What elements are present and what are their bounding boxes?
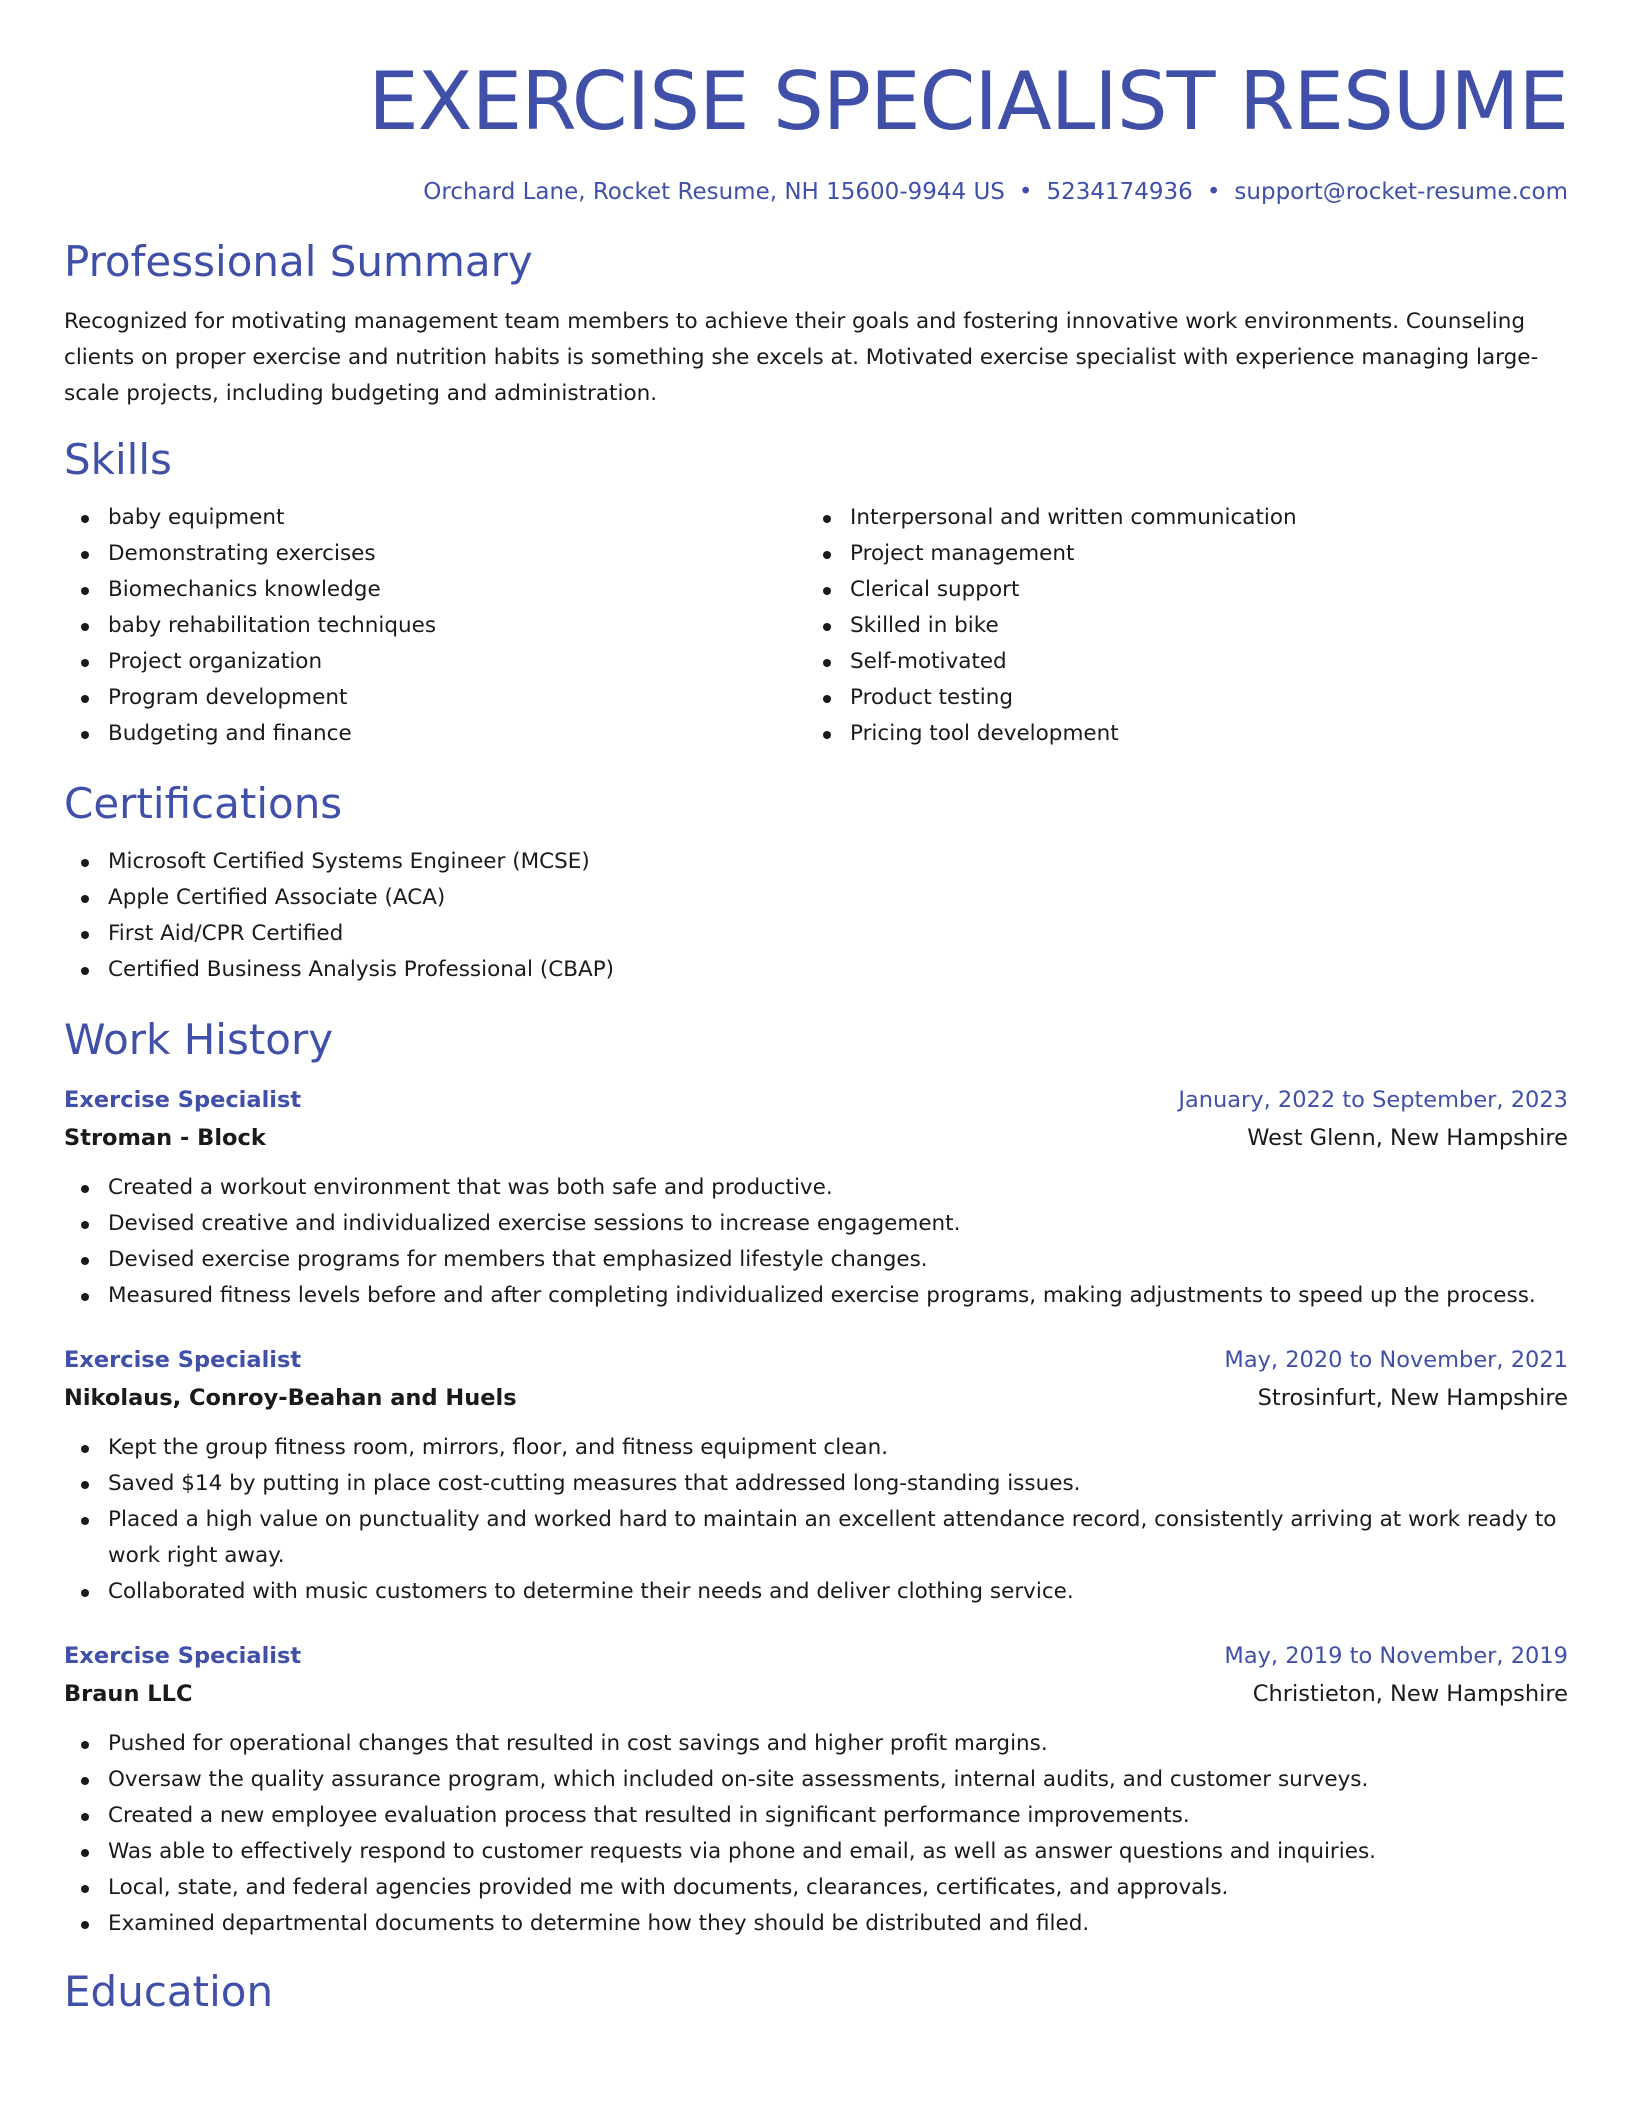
job-bullet: Was able to effectively respond to customer requests via phone and email, as well as answer questions and inquiries. xyxy=(64,1834,1568,1870)
skills-column-right xyxy=(806,500,1548,752)
skill-item: Project management xyxy=(806,536,1548,572)
job-dates: May, 2019 to November, 2019 xyxy=(1224,1643,1568,1669)
job-bullet: Saved $14 by putting in place cost-cutting measures that addressed long-standing issues. xyxy=(64,1466,1568,1502)
job-title-row xyxy=(64,1342,1568,1378)
skills-heading: Skills xyxy=(64,435,172,484)
job-company-row xyxy=(64,1118,1568,1158)
job-bullet: Devised exercise programs for members that emphasized lifestyle changes. xyxy=(64,1242,1568,1278)
job-location: Christieton, New Hampshire xyxy=(1252,1681,1568,1707)
job-title: Exercise Specialist xyxy=(64,1643,302,1669)
skill-item: baby equipment xyxy=(64,500,806,536)
skill-item: Biomechanics knowledge xyxy=(64,572,806,608)
job-bullets xyxy=(64,1170,1568,1314)
job-bullets xyxy=(64,1726,1568,1942)
bullet-separator: • xyxy=(1018,179,1033,205)
address: Orchard Lane, Rocket Resume, NH 15600-9944 US xyxy=(423,179,1005,205)
skills-list-left xyxy=(64,500,806,752)
job-bullet: Oversaw the quality assurance program, which included on-site assessments, internal audits, and customer surveys. xyxy=(64,1762,1568,1798)
job-bullet: Pushed for operational changes that resulted in cost savings and higher profit margins. xyxy=(64,1726,1568,1762)
skill-item: Pricing tool development xyxy=(806,716,1548,752)
job-bullet: Created a workout environment that was both safe and productive. xyxy=(64,1170,1568,1206)
skill-item: Budgeting and finance xyxy=(64,716,806,752)
skills-column-left xyxy=(64,500,806,752)
job-entry xyxy=(64,1082,1568,1314)
skills-grid xyxy=(64,500,1568,752)
skill-item: Product testing xyxy=(806,680,1548,716)
job-dates: January, 2022 to September, 2023 xyxy=(1178,1087,1568,1113)
job-company: Nikolaus, Conroy-Beahan and Huels xyxy=(64,1385,517,1411)
job-company: Stroman - Block xyxy=(64,1125,266,1151)
job-bullet: Local, state, and federal agencies provided me with documents, clearances, certificates, and approvals. xyxy=(64,1870,1568,1906)
job-title-row xyxy=(64,1638,1568,1674)
job-dates: May, 2020 to November, 2021 xyxy=(1224,1347,1568,1373)
job-bullet: Devised creative and individualized exercise sessions to increase engagement. xyxy=(64,1206,1568,1242)
job-company-row xyxy=(64,1674,1568,1714)
skill-item: Clerical support xyxy=(806,572,1548,608)
job-company-row xyxy=(64,1378,1568,1418)
job-bullet: Measured fitness levels before and after completing individualized exercise programs, making adjustments to speed up the process. xyxy=(64,1278,1568,1314)
job-location: West Glenn, New Hampshire xyxy=(1247,1125,1568,1151)
certification-item: Certified Business Analysis Professional (CBAP) xyxy=(64,952,1568,988)
phone-number: 5234174936 xyxy=(1046,179,1193,205)
resume-title: EXERCISE SPECIALIST RESUME xyxy=(368,55,1568,148)
certification-item: Microsoft Certified Systems Engineer (MCSE) xyxy=(64,844,1568,880)
bullet-separator: • xyxy=(1206,179,1221,205)
skill-item: Project organization xyxy=(64,644,806,680)
job-title-row xyxy=(64,1082,1568,1118)
contact-line xyxy=(64,176,1568,208)
job-bullet: Examined departmental documents to determine how they should be distributed and filed. xyxy=(64,1906,1568,1942)
skill-item: Program development xyxy=(64,680,806,716)
job-title: Exercise Specialist xyxy=(64,1087,302,1113)
job-bullet: Kept the group fitness room, mirrors, floor, and fitness equipment clean. xyxy=(64,1430,1568,1466)
job-entry xyxy=(64,1342,1568,1610)
job-company: Braun LLC xyxy=(64,1681,193,1707)
skill-item: Skilled in bike xyxy=(806,608,1548,644)
resume-page xyxy=(64,0,1568,2020)
summary-text: Recognized for motivating management team members to achieve their goals and fostering innovative work environments. Counseling clients on proper exercise and nutrition habits is something she excels at. Motivated exercise specialist with experience managing large-scale projects, including budgeting and administration. xyxy=(64,309,1539,406)
skill-item: Demonstrating exercises xyxy=(64,536,806,572)
certification-item: First Aid/CPR Certified xyxy=(64,916,1568,952)
certifications-list xyxy=(64,844,1568,988)
job-bullet: Collaborated with music customers to determine their needs and deliver clothing service. xyxy=(64,1574,1568,1610)
work-history-heading: Work History xyxy=(64,1015,334,1064)
job-location: Strosinfurt, New Hampshire xyxy=(1257,1385,1568,1411)
job-bullets xyxy=(64,1430,1568,1610)
job-bullet: Placed a high value on punctuality and worked hard to maintain an excellent attendance record, consistently arriving at work ready to work right away. xyxy=(64,1502,1568,1574)
education-heading: Education xyxy=(64,1967,274,2016)
skill-item: Interpersonal and written communication xyxy=(806,500,1548,536)
certification-item: Apple Certified Associate (ACA) xyxy=(64,880,1568,916)
job-bullet: Created a new employee evaluation process that resulted in significant performance improvements. xyxy=(64,1798,1568,1834)
job-entry xyxy=(64,1638,1568,1942)
summary-heading: Professional Summary xyxy=(64,237,533,286)
skill-item: Self-motivated xyxy=(806,644,1548,680)
email-address[interactable]: support@rocket-resume.com xyxy=(1234,179,1568,205)
job-title: Exercise Specialist xyxy=(64,1347,302,1373)
skill-item: baby rehabilitation techniques xyxy=(64,608,806,644)
skills-list-right xyxy=(806,500,1548,752)
certifications-heading: Certifications xyxy=(64,779,343,828)
